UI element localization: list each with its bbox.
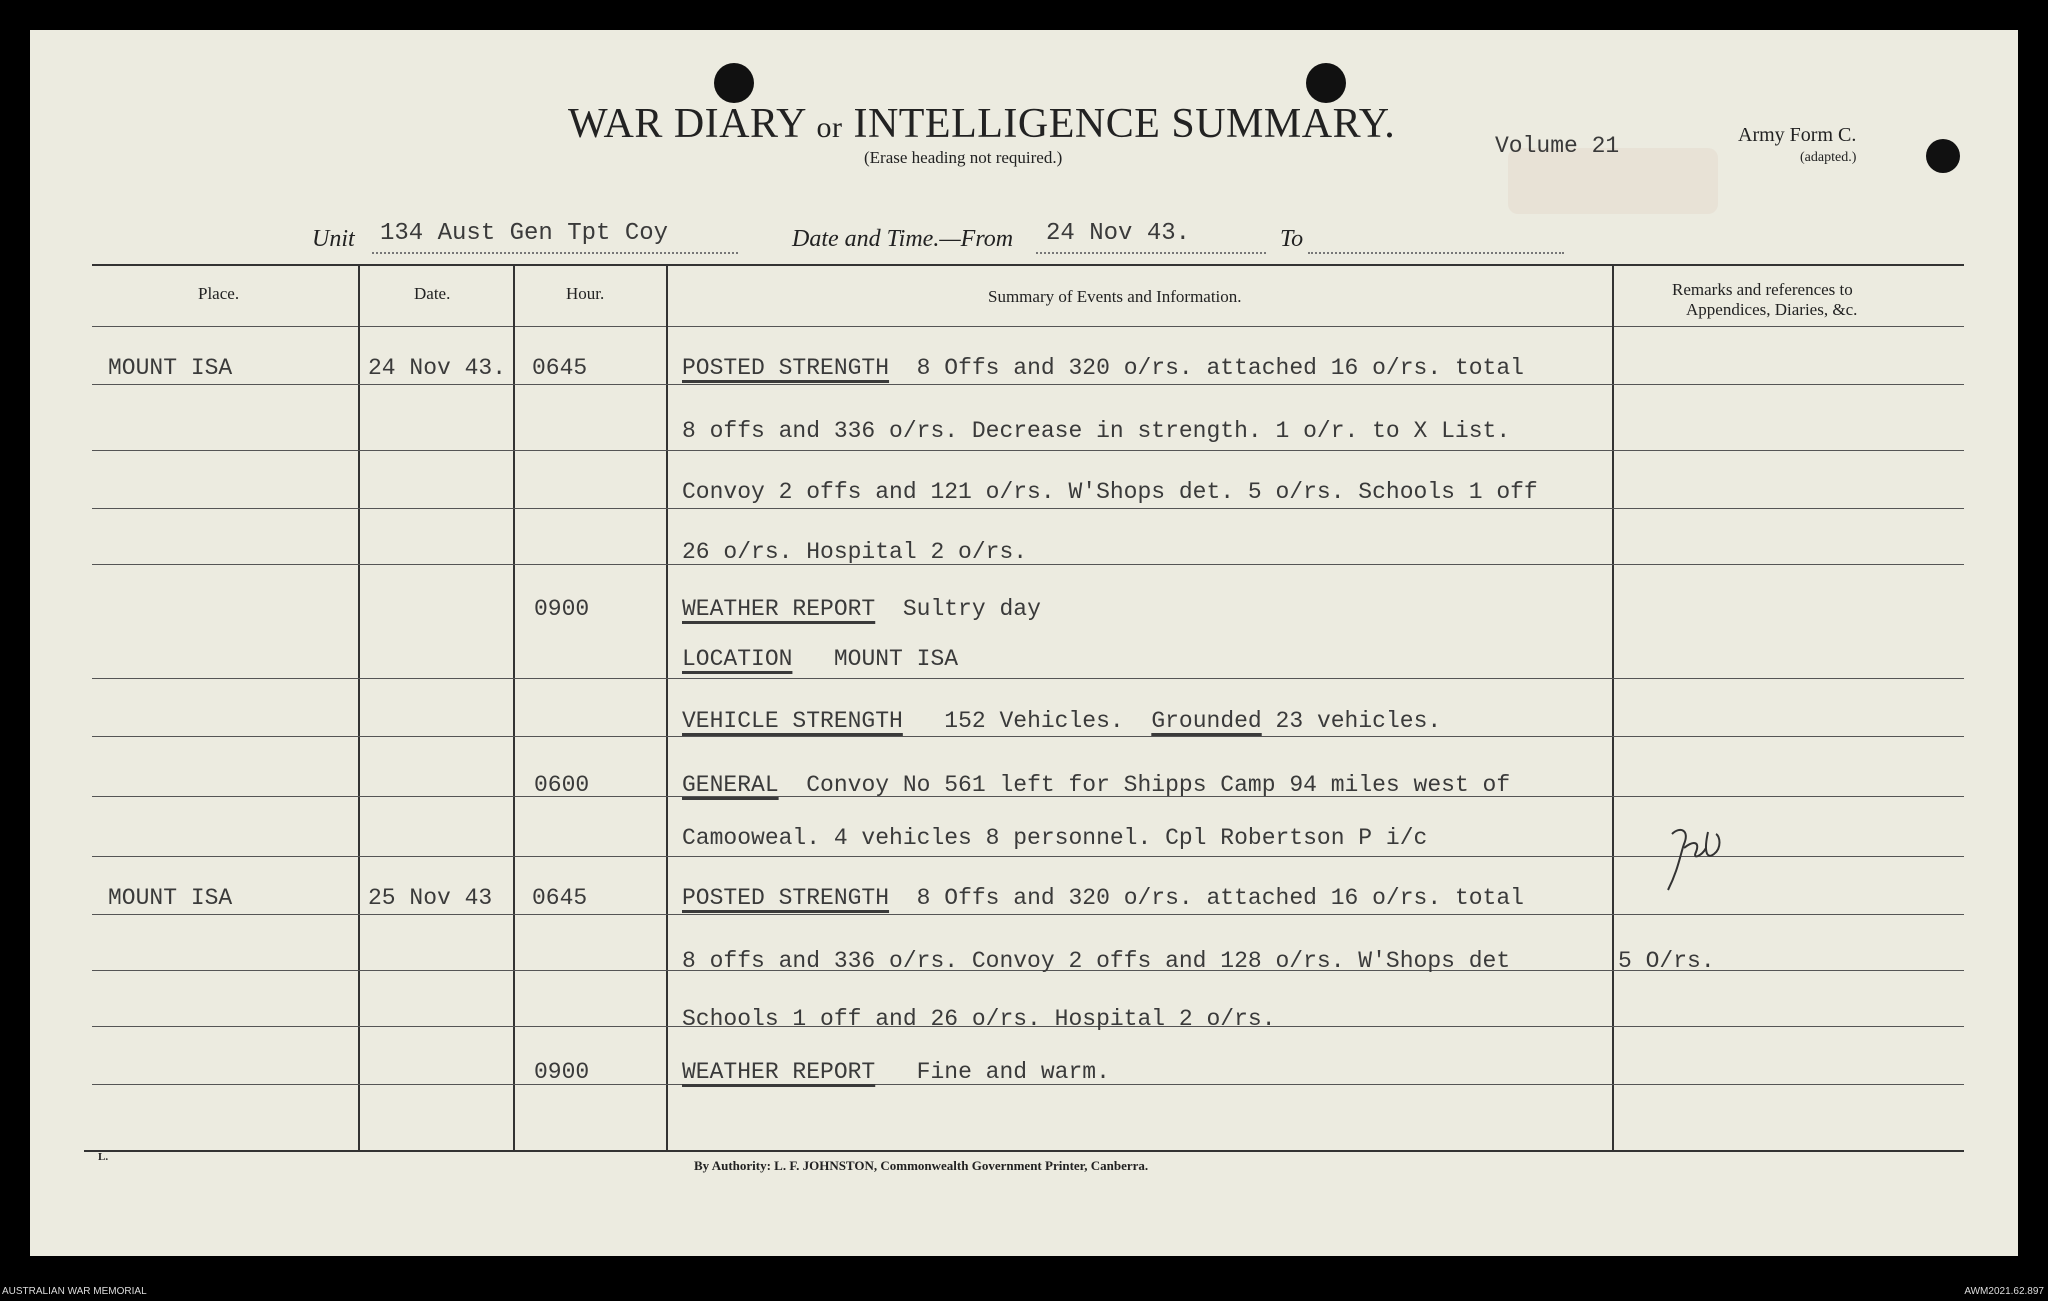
army-form-label: Army Form C. xyxy=(1738,124,1857,146)
signature-initials xyxy=(1660,820,1740,900)
remark-cell: 5 O/rs. xyxy=(1618,948,1715,974)
unit-label: Unit xyxy=(312,226,355,252)
summary-cell xyxy=(682,772,1510,798)
entry-text: Sultry day xyxy=(902,596,1041,622)
volume-number: Volume 21 xyxy=(1495,133,1620,159)
hour-cell: 0645 xyxy=(532,885,588,911)
hour-cell: 0900 xyxy=(534,1059,590,1085)
entry-text: Fine and warm. xyxy=(916,1059,1110,1085)
column-header-remarks-line2: Appendices, Diaries, &c. xyxy=(1686,300,1858,319)
entry-heading: GENERAL xyxy=(682,772,779,798)
entry-text: 8 Offs and 320 o/rs. attached 16 o/rs. total xyxy=(916,355,1524,381)
column-header-hour: Hour. xyxy=(566,284,605,303)
from-value: 24 Nov 43. xyxy=(1046,220,1191,247)
divider-place-date xyxy=(358,264,360,1150)
entry-heading: WEATHER REPORT xyxy=(682,1059,876,1085)
column-header-remarks-line1: Remarks and references to xyxy=(1672,280,1853,299)
from-dotted-line xyxy=(1036,252,1266,254)
table-top-border xyxy=(92,264,1964,266)
hour-cell: 0645 xyxy=(532,355,588,381)
archive-caption-left: AUSTRALIAN WAR MEMORIAL xyxy=(2,1286,147,1297)
form-title: WAR DIARY or INTELLIGENCE SUMMARY. xyxy=(568,101,1396,147)
row-rule xyxy=(92,914,1964,915)
place-cell: MOUNT ISA xyxy=(108,885,233,911)
row-rule xyxy=(92,384,1964,385)
row-rule xyxy=(92,736,1964,737)
divider-date-hour xyxy=(513,264,515,1150)
punch-hole-right xyxy=(1306,63,1346,103)
summary-cell: Convoy 2 offs and 121 o/rs. W'Shops det. 5 o/rs. Schools 1 off xyxy=(682,479,1538,505)
entry-text: 152 Vehicles. xyxy=(944,708,1124,734)
form-subtitle: (Erase heading not required.) xyxy=(864,148,1063,167)
hour-cell: 0600 xyxy=(534,772,590,798)
entry-text: MOUNT ISA xyxy=(833,646,959,672)
form-code: L. xyxy=(98,1151,109,1163)
column-header-date: Date. xyxy=(414,284,451,303)
summary-cell xyxy=(682,596,1041,622)
summary-cell xyxy=(682,885,1524,911)
entry-heading: VEHICLE STRENGTH xyxy=(682,708,903,734)
column-header-summary: Summary of Events and Information. xyxy=(988,287,1242,306)
to-dotted-line xyxy=(1308,252,1564,254)
entry-heading: POSTED STRENGTH xyxy=(682,355,890,381)
table-bottom-border xyxy=(84,1150,1964,1152)
entry-heading-secondary: Grounded xyxy=(1151,708,1262,734)
adapted-label: (adapted.) xyxy=(1800,150,1857,165)
date-cell: 24 Nov 43. xyxy=(368,355,507,381)
hour-cell: 0900 xyxy=(534,596,590,622)
summary-cell: 8 offs and 336 o/rs. Convoy 2 offs and 128 o/rs. W'Shops det xyxy=(682,948,1511,974)
entry-text-secondary: 23 vehicles. xyxy=(1275,708,1442,734)
summary-cell: Camooweal. 4 vehicles 8 personnel. Cpl Robertson P i/c xyxy=(682,825,1428,851)
summary-cell xyxy=(682,646,958,672)
punch-hole-left xyxy=(714,63,754,103)
header-bottom-border xyxy=(92,326,1964,327)
divider-hour-summary xyxy=(666,264,668,1150)
summary-cell: Schools 1 off and 26 o/rs. Hospital 2 o/rs. xyxy=(682,1006,1276,1032)
summary-cell: 8 offs and 336 o/rs. Decrease in strength. 1 o/r. to X List. xyxy=(682,418,1511,444)
summary-cell xyxy=(682,1059,1110,1085)
summary-cell xyxy=(682,708,1441,734)
date-time-label: Date and Time.—From xyxy=(792,226,1014,252)
place-cell: MOUNT ISA xyxy=(108,355,233,381)
row-rule xyxy=(92,508,1964,509)
entry-text: 8 Offs and 320 o/rs. attached 16 o/rs. total xyxy=(916,885,1524,911)
entry-heading: WEATHER REPORT xyxy=(682,596,876,622)
entry-heading: POSTED STRENGTH xyxy=(682,885,890,911)
archive-caption-right: AWM2021.62.897 xyxy=(1964,1286,2044,1297)
row-rule xyxy=(92,678,1964,679)
unit-value: 134 Aust Gen Tpt Coy xyxy=(380,220,669,247)
divider-summary-remarks xyxy=(1612,264,1614,1150)
entry-heading: LOCATION xyxy=(682,646,793,672)
column-header-place: Place. xyxy=(198,284,240,303)
summary-cell: 26 o/rs. Hospital 2 o/rs. xyxy=(682,539,1028,565)
unit-dotted-line xyxy=(372,252,738,254)
date-cell: 25 Nov 43 xyxy=(368,885,493,911)
row-rule xyxy=(92,564,1964,565)
entry-text: Convoy No 561 left for Shipps Camp 94 miles west of xyxy=(806,772,1511,798)
punch-hole-corner xyxy=(1926,139,1960,173)
summary-cell xyxy=(682,355,1524,381)
to-label: To xyxy=(1280,226,1304,252)
row-rule xyxy=(92,450,1964,451)
printer-authority: By Authority: L. F. JOHNSTON, Commonwealth Government Printer, Canberra. xyxy=(694,1158,1149,1173)
